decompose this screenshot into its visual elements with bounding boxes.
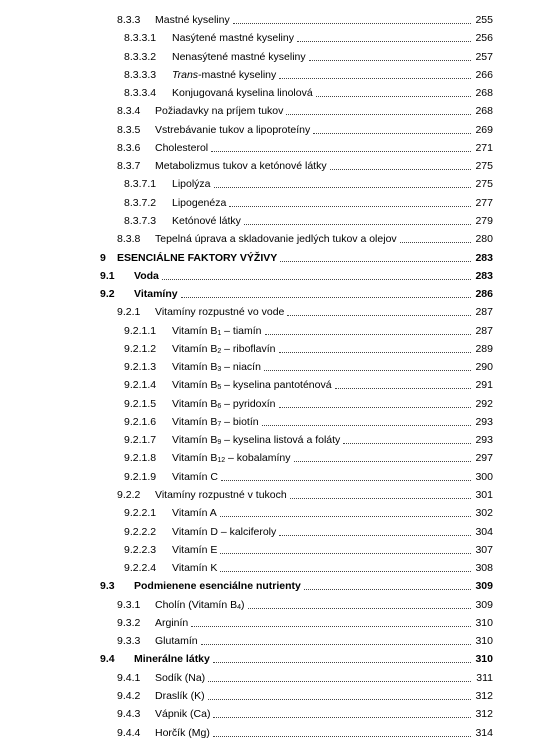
toc-entry-title bbox=[155, 121, 311, 139]
toc-entry-page-number: 308 bbox=[471, 559, 493, 577]
dot-leader bbox=[294, 461, 471, 462]
title-part: -mastné kyseliny bbox=[198, 68, 277, 81]
dot-leader bbox=[316, 96, 471, 97]
toc-entry-title bbox=[172, 413, 260, 431]
toc-entry-title bbox=[172, 48, 307, 66]
toc-entry-page-number: 292 bbox=[471, 395, 493, 413]
toc-entry-title bbox=[155, 669, 206, 687]
title-part: Vitamín B bbox=[172, 324, 218, 337]
toc-entry[interactable] bbox=[0, 322, 560, 340]
dot-leader bbox=[211, 151, 471, 152]
toc-entry-page-number: 290 bbox=[471, 358, 493, 376]
toc-entry[interactable] bbox=[0, 468, 560, 486]
toc-entry[interactable] bbox=[0, 431, 560, 449]
dot-leader bbox=[264, 370, 471, 371]
toc-entry[interactable] bbox=[0, 175, 560, 193]
toc-entry-page-number: 283 bbox=[471, 267, 493, 285]
toc-entry-page-number: 312 bbox=[471, 705, 493, 723]
subscript: 3 bbox=[217, 366, 222, 374]
title-part: Vitamín B bbox=[172, 415, 218, 428]
toc-entry[interactable] bbox=[0, 413, 560, 431]
toc-entry-page-number: 309 bbox=[471, 577, 493, 595]
toc-entry-title bbox=[155, 486, 288, 504]
title-part: Ketónové látky bbox=[172, 214, 241, 227]
toc-entry-title bbox=[172, 322, 263, 340]
toc-entry[interactable] bbox=[0, 139, 560, 157]
toc-entry-page-number: 271 bbox=[471, 139, 493, 157]
toc-entry-title bbox=[155, 230, 398, 248]
toc-entry[interactable] bbox=[0, 504, 560, 522]
title-part: Vitamín B bbox=[172, 434, 218, 447]
dot-leader bbox=[343, 443, 471, 444]
dot-leader bbox=[213, 717, 471, 718]
toc-entry-title bbox=[172, 340, 277, 358]
dot-leader bbox=[233, 23, 471, 24]
toc-entry-number: 8.3.7.2 bbox=[124, 196, 157, 209]
toc-entry[interactable] bbox=[0, 66, 560, 84]
title-part: Nenasýtené mastné kyseliny bbox=[172, 50, 306, 63]
toc-entry-title bbox=[134, 650, 211, 668]
toc-entry-page-number: 287 bbox=[471, 303, 493, 321]
dot-leader bbox=[262, 425, 471, 426]
toc-entry-title bbox=[155, 687, 206, 705]
toc-entry-title bbox=[172, 431, 341, 449]
toc-entry-number: 8.3.7.1 bbox=[124, 178, 157, 191]
dot-leader bbox=[229, 206, 471, 207]
toc-entry[interactable] bbox=[0, 102, 560, 120]
title-part: Vitamín C bbox=[172, 470, 218, 483]
toc-entry-page-number: 275 bbox=[471, 157, 493, 175]
toc-entry-title bbox=[155, 139, 209, 157]
toc-entry[interactable] bbox=[0, 340, 560, 358]
dot-leader bbox=[335, 388, 471, 389]
title-part: – pyridoxín bbox=[221, 397, 276, 410]
dot-leader bbox=[280, 261, 471, 262]
toc-entry[interactable] bbox=[0, 449, 560, 467]
dot-leader bbox=[244, 224, 471, 225]
dot-leader bbox=[220, 571, 471, 572]
toc-entry[interactable] bbox=[0, 650, 560, 668]
title-part: Cholín (Vitamín B bbox=[155, 598, 238, 611]
subscript: 7 bbox=[217, 420, 222, 428]
subscript: 5 bbox=[217, 384, 222, 392]
dot-leader bbox=[400, 242, 471, 243]
subscript: 2 bbox=[217, 347, 222, 355]
toc-entry-page-number: 310 bbox=[471, 632, 493, 650]
toc-entry-number: 9.2.1.1 bbox=[124, 324, 157, 337]
toc-entry-page-number: 293 bbox=[471, 413, 493, 431]
toc-entry-page-number: 255 bbox=[471, 11, 493, 29]
title-part: Draslík (K) bbox=[155, 689, 205, 702]
toc-entry-number: 9.2.1.4 bbox=[124, 379, 157, 392]
toc-entry-page-number: 297 bbox=[471, 449, 493, 467]
title-part: Vitamín B bbox=[172, 452, 218, 465]
toc-entry-title bbox=[155, 596, 246, 614]
toc-entry-title bbox=[172, 66, 277, 84]
toc-entry-page-number: 268 bbox=[471, 102, 493, 120]
toc-entry-number: 9.4 bbox=[100, 653, 115, 666]
toc-entry-number: 9.2.1.9 bbox=[124, 470, 157, 483]
toc-entry[interactable] bbox=[0, 669, 560, 687]
toc-entry[interactable] bbox=[0, 48, 560, 66]
toc-entry-number: 9.2.2 bbox=[117, 489, 141, 502]
title-part: – kobalamíny bbox=[225, 452, 291, 465]
toc-entry-title bbox=[155, 632, 199, 650]
toc-entry-number: 9.2.1 bbox=[117, 306, 141, 319]
toc-entry[interactable] bbox=[0, 395, 560, 413]
toc-entry[interactable] bbox=[0, 705, 560, 723]
toc-entry-page-number: 291 bbox=[471, 376, 493, 394]
toc-entry-number: 9.4.2 bbox=[117, 689, 141, 702]
toc-entry-number: 8.3.7.3 bbox=[124, 214, 157, 227]
toc-entry[interactable] bbox=[0, 632, 560, 650]
toc-entry[interactable] bbox=[0, 724, 560, 742]
dot-leader bbox=[279, 407, 471, 408]
title-part: Trans bbox=[172, 68, 199, 81]
dot-leader bbox=[313, 133, 471, 134]
toc-entry-number: 9.2.1.2 bbox=[124, 342, 157, 355]
toc-entry[interactable] bbox=[0, 121, 560, 139]
title-part: – riboflavín bbox=[221, 342, 276, 355]
toc-entry-page-number: 310 bbox=[471, 650, 493, 668]
dot-leader bbox=[221, 480, 471, 481]
toc-entry-page-number: 309 bbox=[471, 596, 493, 614]
toc-entry-page-number: 304 bbox=[471, 523, 493, 541]
toc-entry-page-number: 287 bbox=[471, 322, 493, 340]
title-part: Lipogenéza bbox=[172, 196, 227, 209]
toc-entry-number: 9.1 bbox=[100, 269, 115, 282]
toc-entry-page-number: 310 bbox=[471, 614, 493, 632]
toc-entry-page-number: 283 bbox=[471, 249, 493, 267]
title-part: – tiamín bbox=[221, 324, 262, 337]
dot-leader bbox=[213, 736, 471, 737]
title-part: Vitamín A bbox=[172, 507, 217, 520]
dot-leader bbox=[286, 114, 471, 115]
toc-entry[interactable] bbox=[0, 29, 560, 47]
toc-entry-number: 8.3.3.4 bbox=[124, 87, 157, 100]
title-part: Mastné kyseliny bbox=[155, 14, 230, 26]
toc-entry-number: 8.3.7 bbox=[117, 160, 141, 173]
title-part: – kyselina listová a foláty bbox=[221, 434, 341, 447]
dot-leader bbox=[220, 553, 471, 554]
title-part: ESENCIÁLNE FAKTORY VÝŽIVY bbox=[117, 251, 278, 264]
toc-entry[interactable] bbox=[0, 614, 560, 632]
dot-leader bbox=[191, 626, 471, 627]
toc-entry-title bbox=[172, 29, 295, 47]
toc-entry-page-number: 268 bbox=[471, 84, 493, 102]
toc-entry[interactable] bbox=[0, 596, 560, 614]
toc-entry-title bbox=[172, 523, 277, 541]
toc-entry-number: 9.4.4 bbox=[117, 726, 141, 739]
toc-entry-page-number: 275 bbox=[471, 175, 493, 193]
title-part: Lipolýza bbox=[172, 178, 211, 191]
toc-entry-number: 8.3.3 bbox=[117, 14, 141, 26]
subscript: 4 bbox=[237, 603, 241, 611]
toc-entry-number: 8.3.4 bbox=[117, 105, 141, 118]
title-part: Vitamín E bbox=[172, 543, 218, 556]
toc-entry[interactable] bbox=[0, 577, 560, 595]
toc-entry[interactable] bbox=[0, 358, 560, 376]
dot-leader bbox=[279, 78, 471, 79]
toc-entry-number: 9.3.3 bbox=[117, 635, 141, 648]
dot-leader bbox=[304, 589, 471, 590]
toc-entry-number: 9.2.2.2 bbox=[124, 525, 157, 538]
toc-entry-title bbox=[172, 358, 262, 376]
dot-leader bbox=[214, 187, 471, 188]
subscript: 9 bbox=[217, 439, 222, 447]
toc-entry[interactable] bbox=[0, 230, 560, 248]
toc-entry-page-number: 302 bbox=[471, 504, 493, 522]
dot-leader bbox=[290, 498, 471, 499]
toc-entry[interactable] bbox=[0, 486, 560, 504]
title-part: Cholesterol bbox=[155, 141, 209, 154]
toc-entry-number: 9.3.1 bbox=[117, 598, 141, 611]
dot-leader bbox=[208, 681, 471, 682]
dot-leader bbox=[309, 60, 471, 61]
dot-leader bbox=[208, 699, 471, 700]
toc-entry[interactable] bbox=[0, 11, 560, 29]
toc-entry[interactable] bbox=[0, 559, 560, 577]
toc-entry[interactable] bbox=[0, 157, 560, 175]
title-part: Glutamín bbox=[155, 635, 198, 648]
toc-entry-title bbox=[172, 175, 212, 193]
dot-leader bbox=[201, 644, 471, 645]
dot-leader bbox=[181, 297, 471, 298]
dot-leader bbox=[279, 535, 471, 536]
toc-entry-number: 9.3 bbox=[100, 580, 115, 593]
toc-entry-number: 8.3.3.1 bbox=[124, 32, 157, 45]
toc-entry-number: 9.2.1.8 bbox=[124, 452, 157, 465]
toc-entry-page-number: 277 bbox=[471, 194, 493, 212]
toc-entry-number: 9.2.2.3 bbox=[124, 543, 157, 556]
title-part: Vitamín K bbox=[172, 562, 218, 575]
subscript: 6 bbox=[217, 402, 222, 410]
toc-entry-title bbox=[172, 395, 277, 413]
title-part: Podmienene esenciálne nutrienty bbox=[134, 580, 301, 593]
toc-entry-page-number: 312 bbox=[471, 687, 493, 705]
toc-entry[interactable] bbox=[0, 285, 560, 303]
title-part: Vitamíny bbox=[134, 288, 178, 301]
title-part: Vitamín B bbox=[172, 342, 218, 355]
toc-entry-page-number: 301 bbox=[471, 486, 493, 504]
toc-entry-number: 9 bbox=[100, 251, 106, 264]
title-part: Vstrebávanie tukov a lipoproteíny bbox=[155, 123, 311, 136]
toc-entry-number: 9.2.1.3 bbox=[124, 361, 157, 374]
toc-entry-title bbox=[172, 84, 314, 102]
toc-entry-title bbox=[134, 267, 160, 285]
toc-entry-number: 9.4.1 bbox=[117, 671, 141, 684]
toc-entry-page-number: 279 bbox=[471, 212, 493, 230]
title-part: Horčík (Mg) bbox=[155, 726, 210, 739]
dot-leader bbox=[287, 315, 471, 316]
title-part: Vápnik (Ca) bbox=[155, 708, 211, 721]
toc-entry[interactable] bbox=[0, 249, 560, 267]
subscript: 1 bbox=[217, 329, 222, 337]
title-part: Vitamíny rozpustné v tukoch bbox=[155, 489, 287, 502]
toc-entry[interactable] bbox=[0, 376, 560, 394]
toc-entry-title bbox=[155, 614, 189, 632]
toc-entry-number: 9.4.3 bbox=[117, 708, 141, 721]
title-part: Sodík (Na) bbox=[155, 671, 206, 684]
dot-leader bbox=[279, 352, 471, 353]
title-part: – biotín bbox=[221, 415, 259, 428]
toc-entry-title bbox=[155, 303, 285, 321]
toc-entry-page-number: 280 bbox=[471, 230, 493, 248]
toc-entry-number: 8.3.6 bbox=[117, 141, 141, 154]
toc-entry[interactable] bbox=[0, 687, 560, 705]
toc-entry-number: 8.3.3.3 bbox=[124, 68, 157, 81]
toc-entry-page-number: 256 bbox=[471, 29, 493, 47]
toc-entry-page-number: 289 bbox=[471, 340, 493, 358]
toc-entry-title bbox=[134, 285, 179, 303]
title-part: Vitamín B bbox=[172, 361, 218, 374]
toc-entry-page-number: 300 bbox=[471, 468, 493, 486]
dot-leader bbox=[265, 334, 471, 335]
toc-entry-title bbox=[155, 102, 284, 120]
title-part: Voda bbox=[134, 269, 159, 282]
dot-leader bbox=[213, 662, 471, 663]
title-part: Požiadavky na príjem tukov bbox=[155, 105, 284, 118]
toc-entry-number: 8.3.3.2 bbox=[124, 50, 157, 63]
toc-entry-number: 9.3.2 bbox=[117, 616, 141, 629]
toc-entry-page-number: 293 bbox=[471, 431, 493, 449]
toc-entry[interactable] bbox=[0, 84, 560, 102]
toc-entry[interactable] bbox=[0, 267, 560, 285]
toc-entry-number: 9.2 bbox=[100, 288, 115, 301]
toc-entry-number: 9.2.1.7 bbox=[124, 434, 157, 447]
toc-entry-title bbox=[172, 376, 333, 394]
toc-entry-page-number: 257 bbox=[471, 48, 493, 66]
toc-entry-number: 9.2.2.4 bbox=[124, 562, 157, 575]
toc-entry-title bbox=[172, 449, 292, 467]
toc-entry[interactable] bbox=[0, 194, 560, 212]
title-part: Vitamín D – kalciferoly bbox=[172, 525, 277, 538]
title-part: – kyselina pantoténová bbox=[221, 379, 332, 392]
toc-entry[interactable] bbox=[0, 212, 560, 230]
toc-entry-number: 8.3.8 bbox=[117, 233, 141, 246]
toc-entry[interactable] bbox=[0, 303, 560, 321]
toc-entry[interactable] bbox=[0, 541, 560, 559]
toc-entry-page-number: 266 bbox=[471, 66, 493, 84]
subscript: 12 bbox=[217, 457, 226, 465]
toc-entry-title bbox=[155, 11, 231, 29]
title-part: Vitamíny rozpustné vo vode bbox=[155, 306, 285, 319]
toc-entry-number: 9.2.1.6 bbox=[124, 415, 157, 428]
toc-entry-title bbox=[172, 504, 218, 522]
title-part: Tepelná úprava a skladovanie jedlých tukov a olejov bbox=[155, 233, 397, 246]
toc-entry-page-number: 286 bbox=[471, 285, 493, 303]
toc-entry-title bbox=[134, 577, 302, 595]
title-part: Arginín bbox=[155, 616, 189, 629]
dot-leader bbox=[220, 516, 471, 517]
toc-entry-page-number: 311 bbox=[471, 669, 493, 687]
title-part: Konjugovaná kyselina linolová bbox=[172, 87, 313, 100]
toc-entry-title bbox=[155, 157, 328, 175]
toc-entry-title bbox=[155, 724, 211, 742]
dot-leader bbox=[297, 41, 471, 42]
title-part: Vitamín B bbox=[172, 379, 218, 392]
title-part: Nasýtené mastné kyseliny bbox=[172, 32, 294, 45]
dot-leader bbox=[248, 608, 471, 609]
toc-entry-title bbox=[172, 541, 218, 559]
title-part: Minerálne látky bbox=[134, 653, 210, 666]
toc-entry-title bbox=[172, 559, 218, 577]
toc-entry[interactable] bbox=[0, 523, 560, 541]
toc-entry-title bbox=[172, 468, 219, 486]
title-part: – niacín bbox=[221, 361, 261, 374]
title-part: ) bbox=[241, 598, 245, 611]
toc-entry-page-number: 307 bbox=[471, 541, 493, 559]
toc-entry-title bbox=[155, 705, 211, 723]
title-part: Vitamín B bbox=[172, 397, 218, 410]
toc-entry-title bbox=[117, 249, 278, 267]
toc-entry-page-number: 269 bbox=[471, 121, 493, 139]
title-part: Metabolizmus tukov a ketónové látky bbox=[155, 160, 327, 173]
toc-entry-title bbox=[172, 212, 242, 230]
dot-leader bbox=[162, 279, 471, 280]
toc-entry-title bbox=[172, 194, 227, 212]
toc-entry-number: 9.2.2.1 bbox=[124, 507, 157, 520]
dot-leader bbox=[330, 169, 471, 170]
toc-entry-page-number: 314 bbox=[471, 724, 493, 742]
toc-entry-number: 9.2.1.5 bbox=[124, 397, 157, 410]
toc-entry-number: 8.3.5 bbox=[117, 123, 141, 136]
